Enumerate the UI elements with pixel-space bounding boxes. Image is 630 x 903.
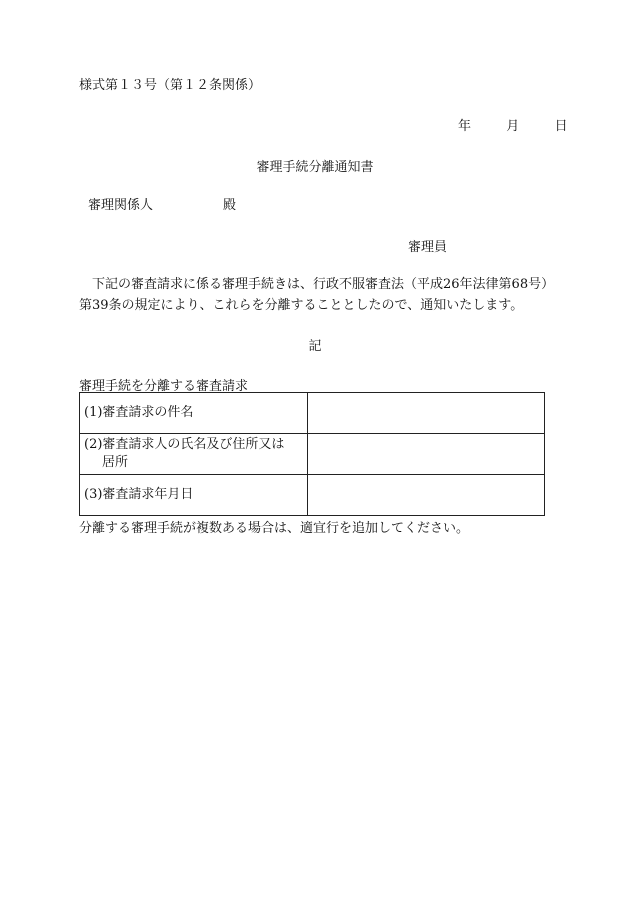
request-table (79, 392, 545, 516)
date-day: 日 (554, 119, 568, 134)
document-title: 審理手続分離通知書 (256, 160, 374, 175)
addressee-line (88, 194, 236, 213)
addressee-honorific: 殿 (223, 198, 237, 213)
row-value-cell[interactable] (308, 434, 545, 475)
row-label-text: (2)審査請求人の氏名及び住所又は (84, 437, 285, 452)
row-label-text: (3)審査請求年月日 (84, 487, 194, 502)
date-month: 月 (506, 119, 520, 134)
row-label (80, 475, 308, 516)
row-label-continuation: 居所 (102, 455, 129, 470)
form-number: 様式第１３号（第１２条関係） (79, 78, 262, 93)
examiner-label: 審理員 (408, 240, 448, 255)
row-label (80, 434, 308, 475)
row-label (80, 393, 308, 434)
table-row (80, 393, 545, 434)
body-text (79, 274, 559, 316)
row-label-text: (1)審査請求の件名 (84, 405, 194, 420)
body-line-1: 下記の審査請求に係る審理手続きは、行政不服審査法（平成26年法律第68号） (92, 277, 555, 292)
addressee-label: 審理関係人 (88, 198, 154, 213)
date-year: 年 (458, 119, 472, 134)
row-value-cell[interactable] (308, 393, 545, 434)
date-line (458, 115, 568, 134)
table-row (80, 475, 545, 516)
ki-heading: 記 (308, 339, 322, 354)
footnote: 分離する審理手続が複数ある場合は、適宜行を追加してください。 (79, 521, 470, 536)
row-value-cell[interactable] (308, 475, 545, 516)
table-caption: 審理手続を分離する審査請求 (79, 379, 249, 394)
table-row (80, 434, 545, 475)
body-line-2: 第39条の規定により、これらを分離することとしたので、通知いたします。 (79, 298, 524, 313)
